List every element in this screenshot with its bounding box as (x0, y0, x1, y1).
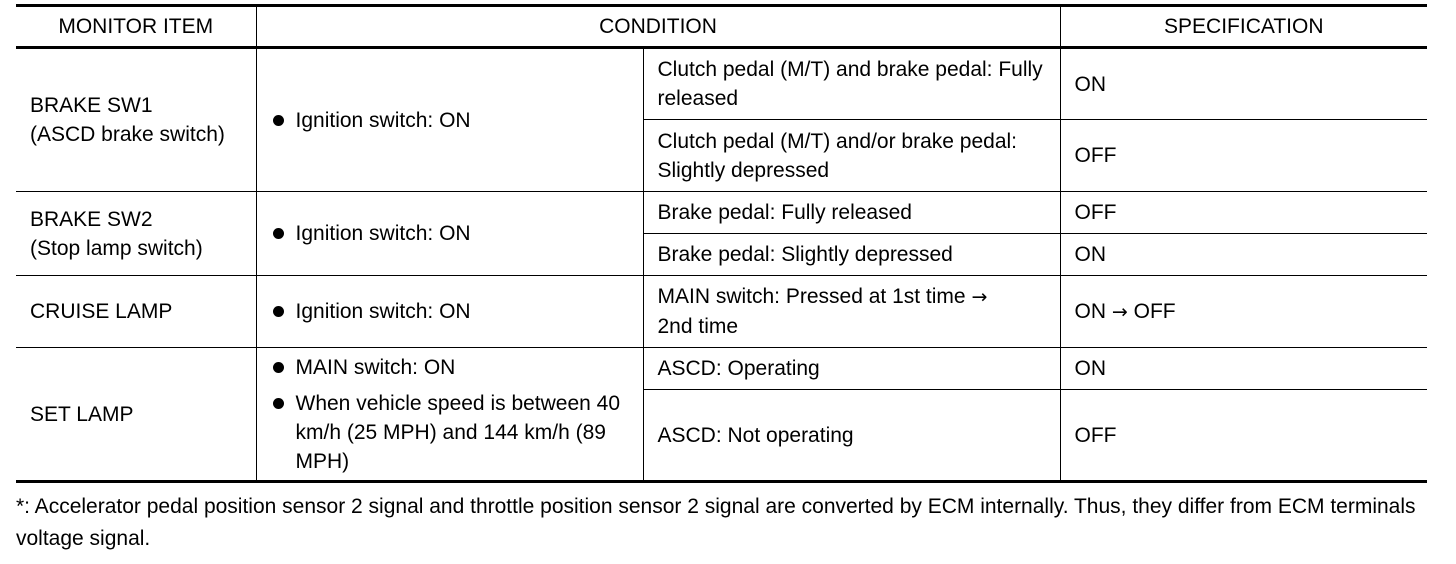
bullet-item: MAIN switch: ON (271, 353, 629, 382)
bullet-icon (273, 306, 284, 317)
monitor-spec-table (16, 4, 1427, 483)
spec-value: ON (1060, 234, 1427, 276)
item-cruise-lamp: CRUISE LAMP (16, 276, 256, 348)
sub-condition: Brake pedal: Fully released (643, 192, 1060, 234)
item-subname: (ASCD brake switch) (30, 123, 225, 146)
bullet-item: Ignition switch: ON (271, 219, 629, 248)
sub-condition: MAIN switch: Pressed at 1st time → 2nd time (643, 276, 1060, 348)
sub-condition: Clutch pedal (M/T) and/or brake pedal: Slightly depressed (643, 120, 1060, 192)
header-monitor-item: MONITOR ITEM (16, 6, 256, 48)
bullet-item: Ignition switch: ON (271, 106, 629, 135)
item-brake-sw1 (16, 48, 256, 192)
table-row (16, 276, 1427, 348)
condition-brake-sw2 (256, 192, 643, 276)
footnote: *: Accelerator pedal position sensor 2 signal and throttle position sensor 2 signal are converted by ECM internally. Thus, they differ from ECM terminals voltage signal. (16, 495, 1416, 550)
spec-value: OFF (1060, 120, 1427, 192)
item-name: BRAKE SW2 (30, 207, 153, 231)
condition-cruise-lamp (256, 276, 643, 348)
spec-value: ON (1060, 48, 1427, 120)
spec-value: OFF (1060, 192, 1427, 234)
table-row (16, 348, 1427, 390)
bullet-icon (273, 398, 284, 409)
spec-value: ON (1060, 348, 1427, 390)
arrow-right-icon: → (971, 286, 988, 308)
condition-set-lamp (256, 348, 643, 482)
item-brake-sw2 (16, 192, 256, 276)
bullet-item: When vehicle speed is between 40 km/h (25 MPH) and 144 km/h (89 MPH) (271, 389, 629, 476)
header-specification: SPECIFICATION (1060, 6, 1427, 48)
table-row (16, 48, 1427, 120)
spec-value: OFF (1060, 390, 1427, 482)
bullet-icon (273, 115, 284, 126)
bullet-icon (273, 228, 284, 239)
sub-condition: ASCD: Not operating (643, 390, 1060, 482)
sub-condition: Clutch pedal (M/T) and brake pedal: Fully released (643, 48, 1060, 120)
item-name: BRAKE SW1 (30, 94, 153, 117)
item-set-lamp: SET LAMP (16, 348, 256, 482)
bullet-item: Ignition switch: ON (271, 297, 629, 326)
header-condition: CONDITION (256, 6, 1060, 48)
sub-condition: ASCD: Operating (643, 348, 1060, 390)
table-row (16, 192, 1427, 234)
bullet-icon (273, 362, 284, 373)
item-subname: (Stop lamp switch) (30, 236, 203, 260)
table-header-row (16, 6, 1427, 48)
condition-brake-sw1 (256, 48, 643, 192)
arrow-right-icon: → (1111, 300, 1128, 323)
spec-value: ON → OFF (1060, 276, 1427, 348)
spec-sheet (16, 4, 1440, 555)
sub-condition: Brake pedal: Slightly depressed (643, 234, 1060, 276)
